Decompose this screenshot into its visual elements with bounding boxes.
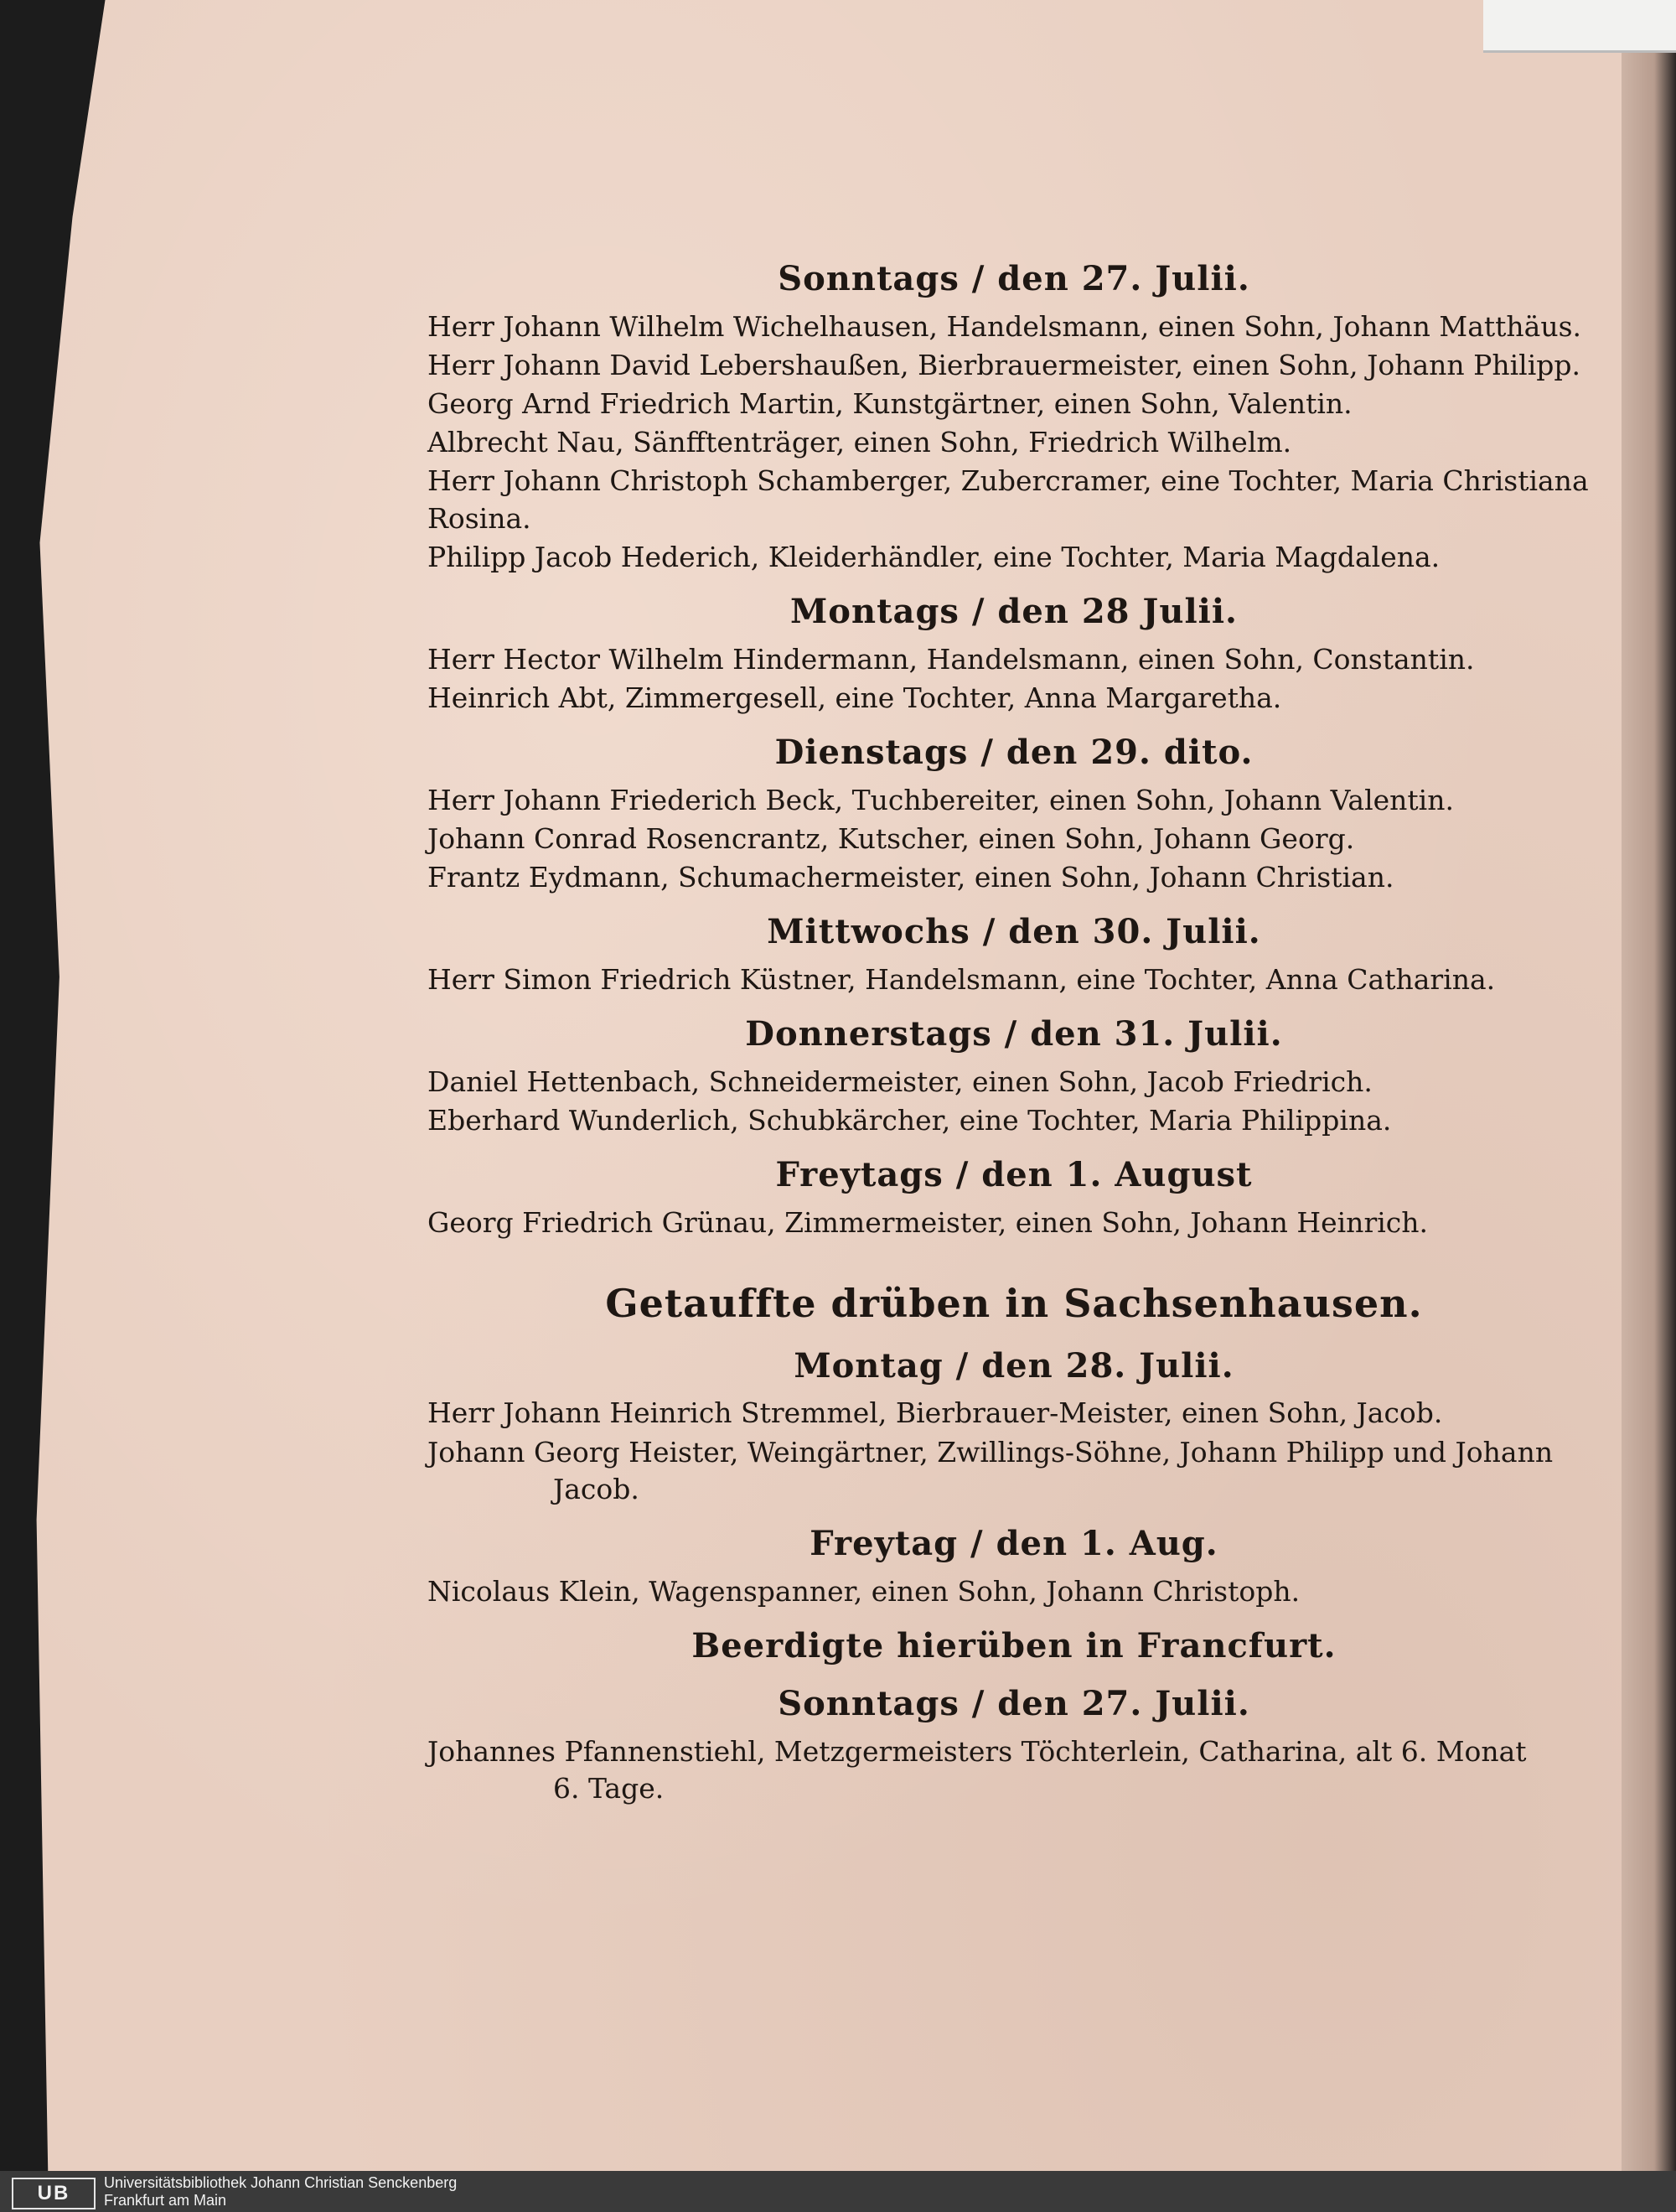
corner-paper-strip: [1483, 0, 1676, 53]
list-item: Johann Conrad Rosencrantz, Kutscher, einen Sohn, Johann Georg.: [427, 821, 1355, 855]
section-friday: [427, 1153, 1601, 1241]
list-item: Georg Friedrich Grünau, Zimmermeister, einen Sohn, Johann Heinrich.: [427, 1205, 1428, 1239]
list-item: Herr Johann Christoph Schamberger, Zubercramer, eine Tochter, Maria Christiana Rosina.: [427, 464, 1589, 535]
section-sachsenhausen: [427, 1278, 1601, 1610]
section-sunday: [427, 256, 1601, 576]
list-item: [427, 1733, 1601, 1807]
list-item: Philipp Jacob Hederich, Kleiderhändler, eine Tochter, Maria Magdalena.: [427, 540, 1441, 573]
list-item: Daniel Hettenbach, Schneidermeister, einen Sohn, Jacob Friedrich.: [427, 1065, 1373, 1098]
section-heading: Dienstags / den 29. dito.: [774, 733, 1254, 773]
page-edge: [1622, 0, 1676, 2171]
entry-line: Johann Georg Heister, Weingärtner, Zwillings-Söhne, Johann Philipp und Johann: [427, 1435, 1554, 1469]
entry-line: Johannes Pfannenstiehl, Metzgermeisters Töchterlein, Catharina, alt 6. Monat: [427, 1734, 1527, 1768]
list-item: Nicolaus Klein, Wagenspanner, einen Sohn, Johann Christoph.: [427, 1574, 1301, 1608]
section-heading: Mittwochs / den 30. Julii.: [767, 912, 1261, 952]
section-heading: Montag / den 28. Julii.: [794, 1345, 1234, 1386]
entry-continuation: 6. Tage.: [553, 1772, 665, 1805]
list-item: Georg Arnd Friedrich Martin, Kunstgärtner, einen Sohn, Valentin.: [427, 387, 1353, 421]
list-item: Herr Johann Heinrich Stremmel, Bierbrauer-Meister, einen Sohn, Jacob.: [427, 1396, 1443, 1430]
section-tuesday: [427, 730, 1601, 896]
section-monday: [427, 589, 1601, 717]
section-heading: Donnerstags / den 31. Julii.: [745, 1014, 1283, 1054]
list-item: Frantz Eydmann, Schumachermeister, einen Sohn, Johann Christian.: [427, 861, 1394, 894]
section-heading: Montags / den 28 Julii.: [790, 592, 1238, 632]
list-item: Herr Johann David Lebershaußen, Bierbrauermeister, einen Sohn, Johann Philipp.: [427, 348, 1581, 381]
list-item: Albrecht Nau, Sänfftenträger, einen Sohn, Friedrich Wilhelm.: [427, 426, 1292, 459]
section-title: Beerdigte hierüben in Francfurt.: [691, 1625, 1337, 1665]
library-logo: UB: [12, 2178, 96, 2209]
list-item: Herr Johann Friederich Beck, Tuchbereiter, einen Sohn, Johann Valentin.: [427, 783, 1454, 816]
library-city: Frankfurt am Main: [104, 2192, 227, 2209]
section-heading: Sonntags / den 27. Julii.: [778, 1684, 1250, 1724]
list-item: Herr Hector Wilhelm Hindermann, Handelsmann, einen Sohn, Constantin.: [427, 642, 1475, 676]
section-heading: Sonntags / den 27. Julii.: [778, 259, 1250, 298]
section-burials: [427, 1624, 1601, 1808]
list-item: Herr Johann Wilhelm Wichelhausen, Handelsmann, einen Sohn, Johann Matthäus.: [427, 309, 1582, 343]
library-name: Universitätsbibliothek Johann Christian Senckenberg: [104, 2174, 458, 2191]
section-title: Getauffte drüben in Sachsenhausen.: [605, 1281, 1423, 1327]
section-thursday: [427, 1012, 1601, 1139]
library-footer: [0, 2171, 1676, 2212]
list-item: [427, 1434, 1601, 1508]
list-item: Eberhard Wunderlich, Schubkärcher, eine Tochter, Maria Philippina.: [427, 1104, 1392, 1137]
document-text: [427, 243, 1601, 1809]
entry-continuation: Jacob.: [553, 1472, 639, 1505]
section-wednesday: [427, 909, 1601, 998]
list-item: Herr Simon Friedrich Küstner, Handelsmann, eine Tochter, Anna Catharina.: [427, 963, 1496, 996]
section-heading: Freytag / den 1. Aug.: [810, 1523, 1218, 1563]
list-item: Heinrich Abt, Zimmergesell, eine Tochter, Anna Margaretha.: [427, 681, 1282, 714]
section-heading: Freytags / den 1. August: [775, 1155, 1253, 1195]
